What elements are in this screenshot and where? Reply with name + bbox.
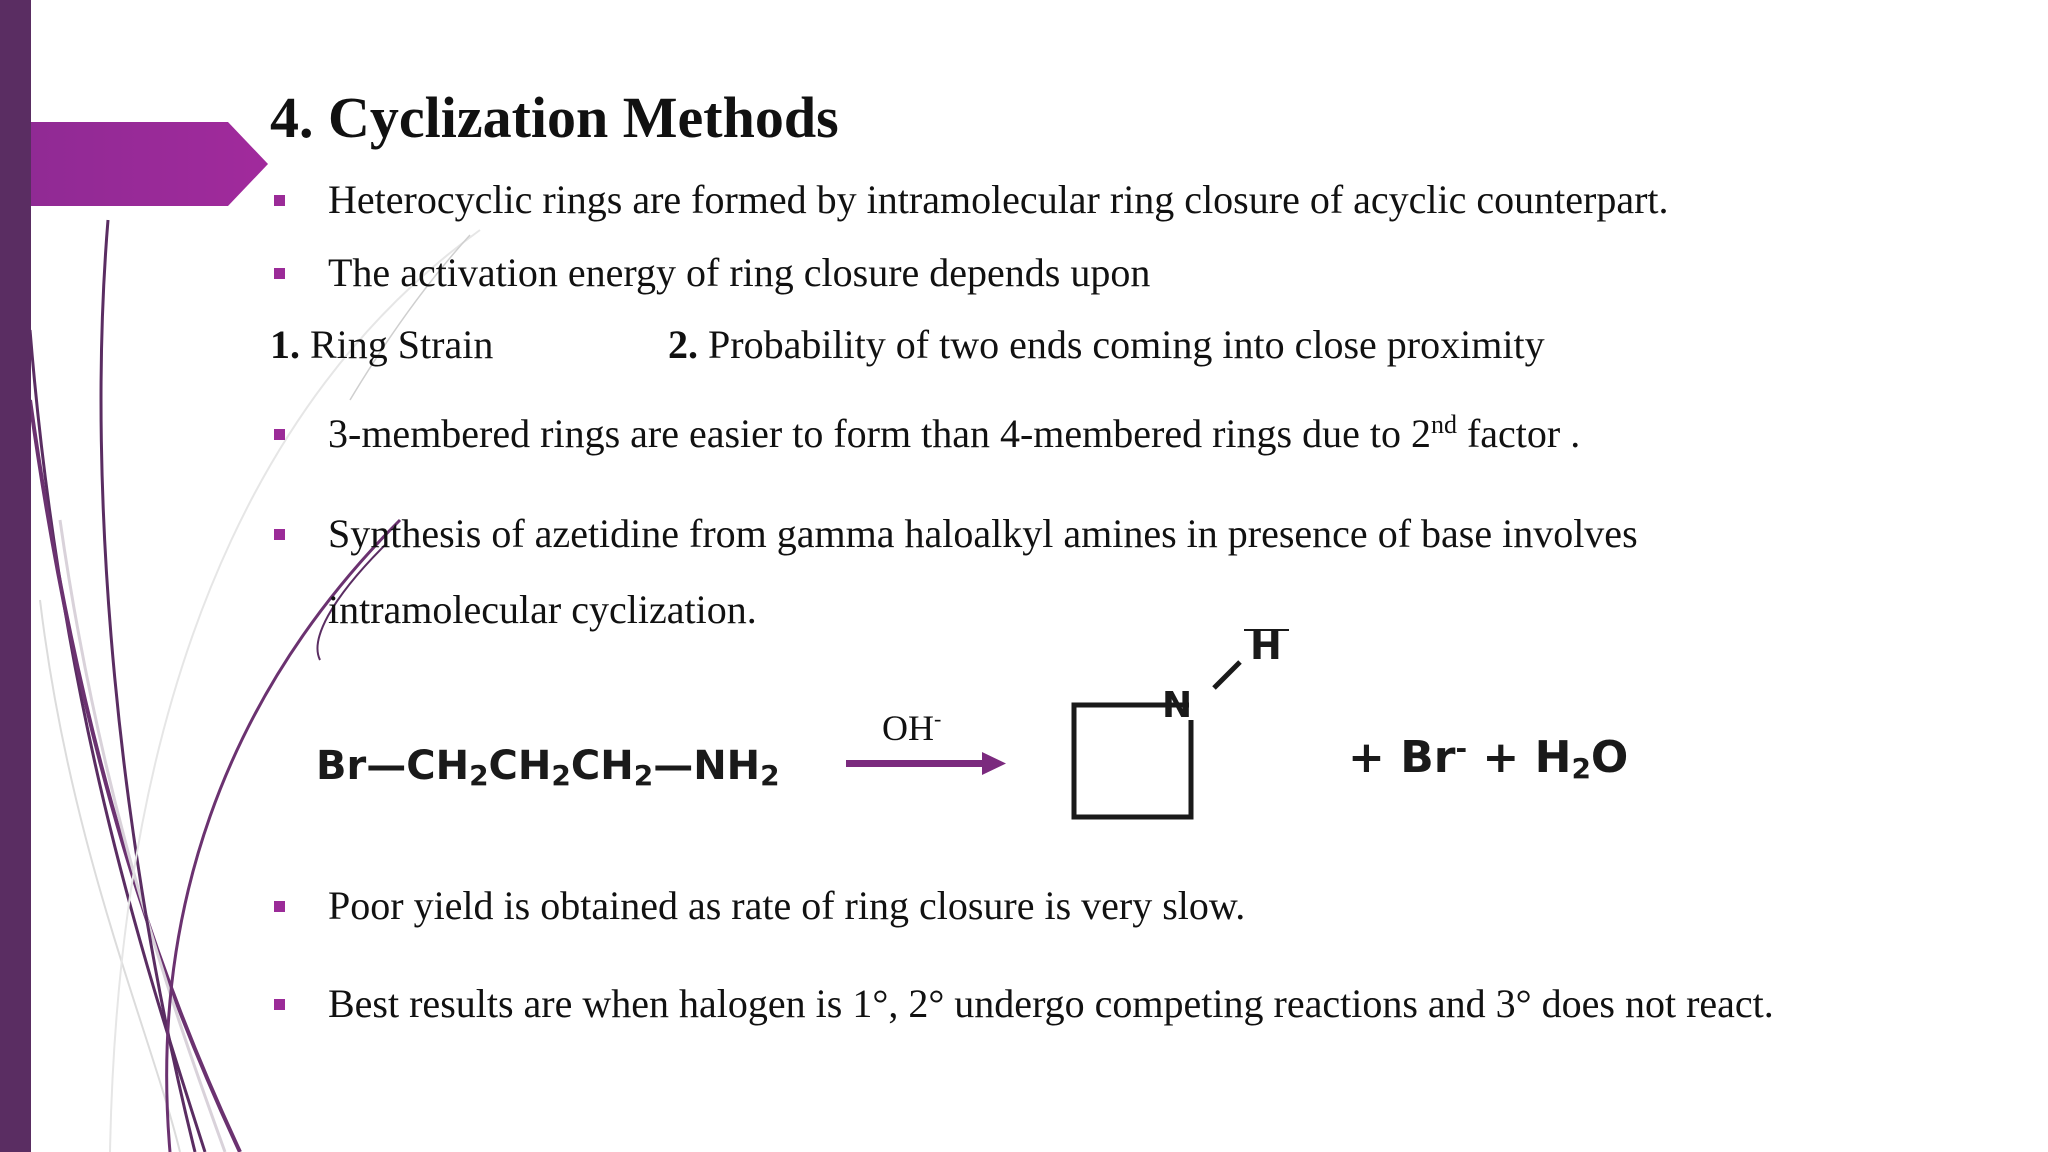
factor-1: 1. Ring Strain (270, 322, 494, 367)
reactant-formula: $Br—CH_2CH_2CH_2—NH_2$ (316, 743, 780, 792)
bullet-square-icon (274, 268, 285, 279)
azetidine-hydrogen-label: H (1250, 624, 1282, 668)
azetidine-nitrogen-label: N (1162, 685, 1193, 726)
reagent-label: OH- (882, 706, 942, 748)
bullet-square-icon (274, 901, 285, 912)
page-title: 4. Cyclization Methods (270, 85, 839, 150)
left-sidebar-bar (0, 0, 31, 1152)
bullet-item-4-continuation: intramolecular cyclization. (328, 587, 757, 632)
factor-2: 2. Probability of two ends coming into close proximity (668, 322, 1545, 367)
bullet-square-icon (274, 529, 285, 540)
bullet-square-icon (274, 429, 285, 440)
byproducts-formula: + $Br^- + H_2O$ (1348, 732, 1629, 785)
reaction-arrow-icon (846, 752, 1006, 776)
bullet-square-icon (274, 999, 285, 1010)
bullet-square-icon (274, 195, 285, 206)
